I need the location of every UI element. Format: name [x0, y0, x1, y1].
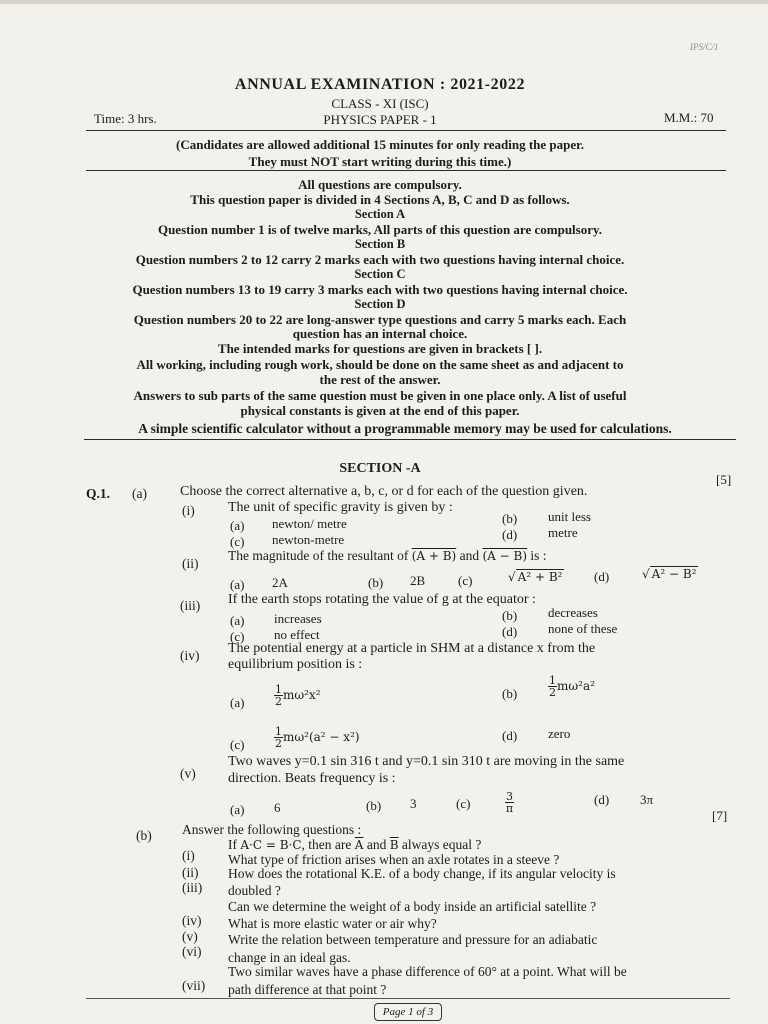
part-b-label: (b) [136, 828, 152, 843]
option-text: 3 [410, 796, 417, 811]
page-top-edge [0, 0, 768, 4]
option-label: (b) [502, 686, 518, 701]
dot-product-equation: A·C = B·C [240, 838, 302, 852]
option-label: (c) [456, 796, 471, 811]
option-text: 2B [410, 573, 426, 588]
option-label: (b) [366, 798, 382, 813]
exam-title: ANNUAL EXAMINATION : 2021-2022 [234, 76, 526, 93]
question-text-pre: The magnitude of the resultant of [228, 548, 409, 563]
part-b-instruction: Answer the following questions : [182, 822, 362, 837]
part-b-marks: [7] [712, 808, 728, 823]
option-text: $\frac{1}{2}$ mω²x² [275, 683, 321, 708]
option-text: 6 [274, 800, 281, 815]
question-text: The unit of specific gravity is given by : [228, 500, 453, 515]
time-label: Time: 3 hrs. [94, 111, 157, 126]
vector-sum: (A + B) [411, 549, 457, 563]
question-text: Write the relation between temperature and pressure for an adiabatic [228, 932, 598, 947]
option-label: (a) [230, 577, 245, 592]
vector-a: $\overline{A}$ [354, 838, 364, 852]
instruction-line: the rest of the answer. [319, 372, 441, 387]
footer-divider [86, 998, 730, 999]
option-text: none of these [548, 621, 618, 636]
q1-label: Q.1. [86, 486, 111, 501]
option-text: metre [548, 525, 578, 540]
question-text: Two similar waves have a phase difference of 60° at a point. What will be [228, 964, 627, 979]
half-fraction: $\frac{1}{2}$ [275, 683, 282, 708]
instruction-line: Question numbers 20 to 22 are long-answer type questions and carry 5 marks each. Each [133, 312, 627, 327]
question-text [228, 548, 547, 564]
question-text: If the earth stops rotating the value of g at the equator : [228, 592, 536, 607]
section-a-heading: SECTION -A [339, 461, 421, 476]
question-number: (iii) [182, 880, 203, 895]
option-text: no effect [274, 627, 320, 642]
option-label: (b) [502, 511, 518, 526]
option-label: (b) [368, 575, 384, 590]
option-text: decreases [548, 605, 598, 620]
option-label: (d) [594, 569, 610, 584]
vector-b: $\overline{B}$ [389, 838, 399, 852]
question-text: change in an ideal gas. [228, 950, 351, 965]
option-text: 3π [640, 792, 654, 807]
instruction-line: This question paper is divided in 4 Sections A, B, C and D as follows. [190, 192, 570, 207]
question-text: path difference at that point ? [228, 982, 387, 997]
instruction-line: A simple scientific calculator without a programmable memory may be used for calculations. [138, 421, 672, 436]
vector-diff: (A − B) [482, 549, 528, 563]
question-text: The potential energy at a particle in SHM at a distance x from the [228, 641, 596, 656]
option-text [505, 791, 514, 814]
notice-divider [86, 170, 726, 171]
question-number: (v) [180, 766, 196, 781]
instruction-section-label: Section C [354, 267, 406, 281]
option-label: (a) [230, 695, 245, 710]
corner-code: IPS/C/1 [690, 42, 719, 52]
option-text: unit less [548, 509, 591, 524]
option-label: (c) [230, 737, 245, 752]
option-text: √ A² + B² [508, 570, 563, 584]
half-fraction: $\frac{1}{2}$ [549, 674, 556, 699]
question-number: (iv) [182, 913, 202, 928]
option-label: (d) [502, 527, 518, 542]
option-text: zero [548, 726, 571, 741]
instruction-section-label: Section B [354, 237, 406, 251]
instruction-line: Question numbers 2 to 12 carry 2 marks each with two questions having internal choice. [135, 252, 625, 267]
question-text-post: is : [530, 548, 547, 563]
option-label: (d) [594, 792, 610, 807]
option-text: newton-metre [272, 532, 345, 547]
question-text: equilibrium position is : [228, 657, 363, 672]
header-divider [86, 130, 726, 131]
half-fraction: $\frac{1}{2}$ [275, 725, 282, 750]
instruction-line: Question number 1 is of twelve marks, All parts of this question are compulsory. [157, 222, 603, 237]
question-number: (vii) [182, 978, 206, 993]
question-text-mid: and [459, 548, 480, 563]
notice-line-2: They must NOT start writing during this time.) [248, 154, 512, 169]
question-text: If A·C = B·C, then are $\overline{A}$ and $\overline{B}$ always equal ? [228, 837, 482, 852]
option-label: (a) [230, 802, 245, 817]
option-label: (c) [458, 573, 473, 588]
option-text: √ A² − B² [642, 567, 697, 581]
question-text: Two waves y=0.1 sin 316 t and y=0.1 sin 310 t are moving in the same [228, 754, 625, 769]
question-number: (i) [182, 848, 195, 863]
option-text: increases [274, 611, 322, 626]
instruction-line: All working, including rough work, should be done on the same sheet as and adjacent to [136, 357, 624, 372]
page-number: Page 1 of 3 [374, 1003, 442, 1021]
sqrt-expression: A² − B² [651, 567, 697, 581]
class-label: CLASS - XI (ISC) [331, 96, 429, 111]
sqrt-expression: A² + B² [517, 570, 563, 584]
instruction-line: All questions are compulsory. [298, 177, 462, 192]
instruction-line: The intended marks for questions are given in brackets [ ]. [217, 341, 543, 356]
part-a-marks: [5] [716, 472, 732, 487]
option-label: (c) [230, 629, 245, 644]
three-over-pi: $\frac{3}{\pi}$ [505, 790, 514, 815]
instruction-line: question has an internal choice. [292, 326, 468, 341]
part-a-instruction: Choose the correct alternative a, b, c, or d for each of the question given. [180, 484, 588, 499]
paper-label: PHYSICS PAPER - 1 [323, 112, 437, 127]
instruction-line: physical constants is given at the end of this paper. [240, 403, 520, 418]
option-text: $\frac{1}{2}$ mω²(a² − x²) [275, 725, 360, 750]
option-label: (c) [230, 534, 245, 549]
question-text: What is more elastic water or air why? [228, 916, 437, 931]
option-label: (d) [502, 624, 518, 639]
option-label: (a) [230, 613, 245, 628]
question-number: (ii) [182, 865, 199, 880]
option-text: newton/ metre [272, 516, 347, 531]
instruction-section-label: Section A [354, 207, 406, 221]
option-label: (d) [502, 728, 518, 743]
question-number: (iii) [180, 598, 201, 613]
part-a-label: (a) [132, 486, 147, 501]
question-number: (vi) [182, 944, 202, 959]
question-text: direction. Beats frequency is : [228, 771, 396, 786]
option-text: 2A [272, 575, 288, 590]
max-marks-label: M.M.: 70 [664, 110, 714, 125]
option-text: $\frac{1}{2}$ mω²a² [549, 674, 595, 699]
instruction-line: Question numbers 13 to 19 carry 3 marks each with two questions having internal choice. [132, 282, 628, 297]
question-text: What type of friction arises when an axle rotates in a steeve ? [228, 852, 560, 867]
notice-line-1: (Candidates are allowed additional 15 minutes for only reading the paper. [176, 137, 584, 152]
question-number: (ii) [182, 556, 199, 571]
instructions-divider [84, 439, 736, 440]
instruction-section-label: Section D [354, 297, 406, 311]
instruction-line: Answers to sub parts of the same question must be given in one place only. A list of useful [133, 388, 627, 403]
question-number: (i) [182, 503, 195, 518]
question-text: How does the rotational K.E. of a body change, if its angular velocity is [228, 866, 616, 881]
question-text: Can we determine the weight of a body inside an artificial satellite ? [228, 899, 597, 914]
question-text: doubled ? [228, 883, 281, 898]
question-number: (iv) [180, 648, 200, 663]
question-number: (v) [182, 929, 198, 944]
option-label: (a) [230, 518, 245, 533]
option-label: (b) [502, 608, 518, 623]
